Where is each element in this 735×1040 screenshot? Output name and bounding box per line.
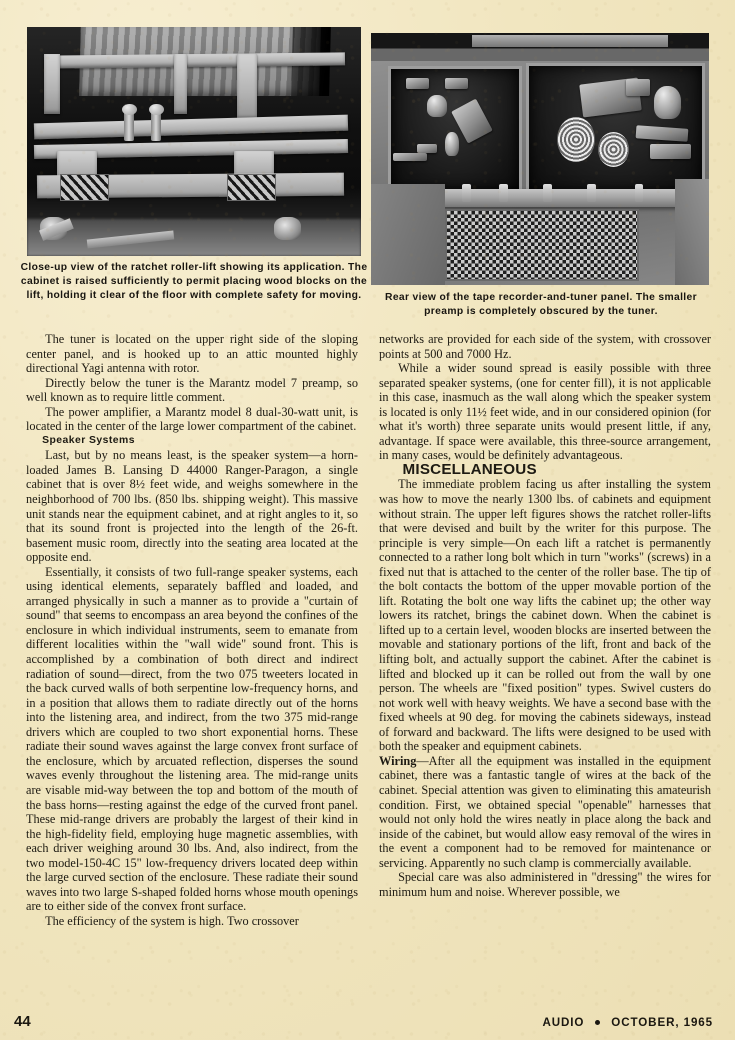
ratchet-knob-shape: [149, 104, 164, 115]
rear-panel-photo: [371, 33, 709, 285]
wiring-run-in-head: Wiring: [379, 753, 417, 768]
photo-content-rear: [371, 33, 709, 285]
body-paragraph: The efficiency of the system is high. Two crossover: [45, 913, 299, 928]
body-paragraph-continued: networks are provided for each side of the system, with crossover points at 500 and 7000 Hz.: [379, 332, 711, 361]
panel-peg-shape: [543, 184, 552, 202]
body-paragraph: Essentially, it consists of two full-range speaker systems, each using identical elements, separately baffled and loaded, and arranged physically in such a manner as to provide a "curtain of sound" that seems to encompass an area beyond the confines of the enclosure in which individual instruments, seem to emanate from different localities within the "wall wide" sound front. This is accomplished by a combination of both direct and indirect radiation of sound—direct, from the two 075 tweeters located in the back curved walls of both serpentine low-frequency horns, and in a position that allows them to radiate directly out of the horns into the listening area, and indirect, from the two 375 mid-range drivers which are coupled to two short exponential horns. These radiate their sound waves against the large convex front surface of the enclosure, which by arcuated reflection, disperses the sound waves evenly throughout the listening area. The mid-range units are visable mid-way between the top and bottom of the mouth of the bass horns—resting against the edge of the curved front panel. These mid-range drivers are probably the largest of their kind in the high-fidelity field, employing huge magnetic assemblies, with each driver weighing around 30 lbs. And, also indirect, from the two model-150-4C 15" low-frequency drivers located deep within the large curved section of the enclosure. These radiate their sound waves into two large S-shaped folded horns whose mouth openings are to either side of the convex front surface.: [26, 564, 358, 914]
body-paragraph: While a wider sound spread is easily possible with three separated speaker systems, (one for center fill), it is not applicable in this case, inasmuch as the wall along which the speaker system is located is only 11½ feet wide, and in our considered opinion (for what it's worth) three separate units would present little, if any, advantage. If space were available, this three-source arrangement, in many cases, would be definitely advantageous.: [379, 361, 711, 463]
vacuum-tube-shape: [427, 95, 448, 117]
footer-credit: [542, 1016, 713, 1029]
chassis-part-shape: [445, 78, 468, 89]
subhead-speaker-systems: Speaker Systems: [42, 434, 135, 446]
body-paragraph: Directly below the tuner is the Marantz model 7 preamp, so well known as to require little comment.: [26, 375, 358, 405]
section-head-miscellaneous: MISCELLANEOUS: [402, 460, 537, 478]
floor-shape: [27, 219, 361, 256]
vacuum-tube-shape: [445, 132, 459, 156]
chassis-part-shape: [650, 144, 691, 159]
hatched-block-right-shape: [227, 174, 276, 201]
lift-right-post-shape: [237, 54, 257, 118]
body-paragraph: Last, but by no means least, is the speaker system—a horn-loaded James B. Lansing D 44000 Ranger-Paragon, a single cabinet that is over 8½ feet wide, and weighs somewhere in the neighborhood of 700 lbs. (850 lbs. shipping weight). This massive unit stands near the equipment cabinet, and at right angles to it, so that its sound front is projected into the length of the 26-ft. basement music room, directly into the seating area located at the opposite end.: [26, 448, 358, 565]
lift-middle-post-shape: [174, 54, 187, 114]
ratchet-roller-lift-photo: [27, 27, 361, 256]
photo-content-lift: [27, 27, 361, 256]
rear-panel-caption: Rear view of the tape recorder-and-tuner panel. The smaller preamp is completely obscured by the tuner.: [385, 292, 697, 318]
cabinet-side-panel-right-shape: [675, 179, 709, 285]
roller-wheel-right-shape: [274, 217, 301, 240]
chassis-rail-shape: [393, 153, 426, 160]
panel-peg-shape: [587, 184, 596, 202]
issue-date: OCTOBER, 1965: [611, 1016, 713, 1029]
body-paragraph: Special care was also administered in "dressing" the wires for minimum hum and noise. Wherever possible, we: [379, 870, 711, 899]
bullet-separator-icon: [595, 1020, 600, 1025]
wiring-run-shape: [636, 125, 688, 141]
lift-left-post-shape: [44, 54, 61, 114]
left-text-column: [26, 332, 358, 928]
power-transformer-shape: [654, 86, 682, 119]
body-paragraph: The power amplifier, a Marantz model 8 dual-30-watt unit, is located in the center of the large lower compartment of the cabinet.: [26, 404, 358, 434]
page-number: 44: [14, 1013, 31, 1030]
chassis-part-shape: [406, 78, 429, 89]
panel-peg-shape: [499, 184, 508, 202]
body-paragraph: The immediate problem facing us after installing the system was how to move the nearly 1300 lbs. of cabinets and equipment without strain. The upper left figures shows the ratchet roller-lifts that were devised and built by the writer for this purpose. The principle is very simple—On each lift a ratchet is permanently connected to a rather long bolt which in turn "works" (screws) in a fixed nut that is attached to the center of the roller base. The tip of the bolt contacts the bottom of the upper movable portion of the lift. Rotating the bolt one way lifts the cabinet up; the other way lowers its ratchet, brings the cabinet down. When the cabinet is lifted up to a certain level, wooden blocks are inserted between the movable and stationary portions of the lift, front and back of the lifting bolt, and actually support the cabinet. After the cabinet is lifted and blocked up it can be rolled out from the wall by one person. The wheels are "fixed position" types. Swivel custers do not work well with heavy weights. We have a second base with the fixed wheels at 90 deg. for moving the cabinets sideways, instead of forward and backward. The lifts were designed to be used with both the speaker and equipment cabinets.: [379, 477, 711, 754]
body-paragraph: The tuner is located on the upper right side of the sloping center panel, and is hooked up to an attic mounted highly directional Yagi antenna with rotor.: [26, 332, 358, 376]
panel-peg-shape: [635, 184, 644, 202]
terminal-strip-shape: [417, 144, 438, 154]
speaker-grille-cloth-shape: [445, 209, 638, 281]
cabinet-top-edge-shape: [371, 33, 709, 61]
coil-shape: [557, 117, 595, 162]
cabinet-side-panel-left-shape: [371, 184, 445, 285]
panel-peg-shape: [462, 184, 471, 202]
ratchet-roller-lift-caption: Close-up view of the ratchet roller-lift showing its application. The cabinet is raised sufficiently to permit placing wood blocks on the lift, holding it clear of the floor with complete safety for moving.: [20, 262, 368, 302]
magazine-name: AUDIO: [542, 1016, 585, 1029]
wiring-paragraph-text: —After all the equipment was installed in the equipment cabinet, there was a fantastic tangle of wires at the back of the cabinet. Special attention was given to eliminating this amateurish condition. First, we obtained special "openable" harnesses that would not only hold the wires neatly in place along the back and inside of the cabinet, but would allow easy removal of the wires in the event a component had to be removed for maintenance or servicing. Apparently no such clamp is commercially available.: [379, 753, 711, 870]
preamp-bay-shape: [388, 66, 522, 193]
hatched-block-left-shape: [60, 174, 109, 201]
capacitor-bank-shape: [626, 79, 650, 97]
right-text-column: [379, 332, 711, 899]
wiring-paragraph: [379, 754, 711, 870]
tuning-capacitor-shape: [598, 132, 629, 167]
tuner-bay-shape: [526, 63, 704, 195]
